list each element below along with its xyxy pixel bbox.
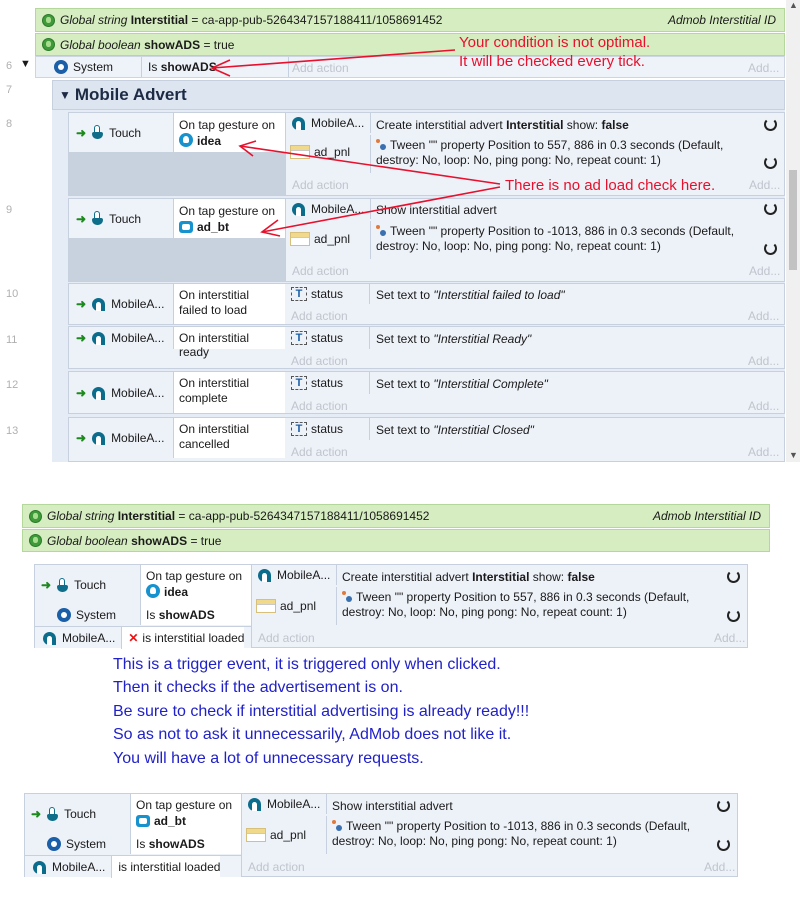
globe-icon [42,14,55,27]
action-tween[interactable] [370,221,770,259]
button-icon [136,815,150,827]
cond-text: On tap gesture on [146,569,243,583]
action-set-text[interactable] [369,418,785,440]
object-name: Touch [74,578,107,592]
add-action-link[interactable]: Add action [248,860,305,874]
action-set-text[interactable] [369,284,785,304]
explanation-line-5: You will have a lot of unnecessary requests. [113,750,424,767]
cond-target: idea [197,134,222,148]
event-9-cond-shade [69,238,285,281]
var-kind: Global boolean [60,37,141,52]
gear-icon [47,837,61,851]
condition-admob[interactable] [69,372,174,413]
admob-icon [258,568,272,582]
condition-system[interactable] [25,834,131,854]
add-action-link[interactable]: Add action [291,354,348,368]
var-value: = ca-app-pub-5264347157188411/1058691452 [191,13,443,27]
panel-icon [290,232,310,246]
act-value: "Interstitial Closed" [433,423,534,437]
condition-system[interactable] [54,60,113,74]
admob-icon [33,860,47,874]
admob-icon [43,631,57,645]
admob-icon [92,331,106,345]
add-action-link[interactable]: Add action [292,178,349,192]
object-name: ad_pnl [314,232,351,246]
action-object[interactable] [290,145,350,159]
trigger-arrow-icon: ➜ [41,578,52,592]
var-name: Interstitial [130,13,189,27]
action-object[interactable] [248,797,320,811]
object-name: MobileA... [52,859,106,874]
touch-icon [57,578,69,593]
event-number: 12 [6,379,19,391]
example2-event [24,793,738,877]
lightbulb-icon [179,133,193,147]
condition-text[interactable]: On interstitial complete [174,372,285,413]
condition-system[interactable] [35,605,141,625]
object-name: ad_pnl [280,599,317,613]
act-text: Show interstitial advert [332,799,453,813]
admob-icon [92,386,106,400]
reload-icon [764,156,777,169]
action-object[interactable] [291,376,343,390]
trigger-arrow-icon: ➜ [76,331,87,345]
trigger-arrow-icon: ➜ [76,125,87,140]
object-name: Touch [109,125,142,140]
act-text: Show interstitial advert [376,203,497,217]
act-value: "Interstitial Complete" [433,377,548,391]
object-name: MobileA... [267,797,321,811]
condition-admob[interactable] [69,418,174,458]
condition-admob[interactable] [69,327,174,349]
example1-event [34,564,748,648]
action-object[interactable] [290,232,350,246]
touch-icon [92,125,104,140]
add-link[interactable]: Add... [748,61,780,75]
var-name: Interstitial [117,509,176,523]
add-link[interactable]: Add... [748,445,780,459]
button-icon [179,221,193,233]
event-8-cond-shade [69,152,285,195]
cond-text: On tap gesture on [136,798,233,812]
var-comment: Admob Interstitial ID [667,13,776,27]
annotation-no-load-check: There is no ad load check here. [505,177,716,194]
trigger-arrow-icon: ➜ [76,211,87,226]
var-kind: Global string [47,509,115,523]
act-value: "Interstitial Ready" [433,332,532,346]
object-name: Touch [64,807,97,821]
collapse-toggle[interactable]: ▼ [20,58,31,70]
reload-icon [764,202,777,215]
add-link[interactable]: Add... [748,399,780,413]
admob-icon [248,797,262,811]
condition-text[interactable]: On interstitial failed to load [174,284,285,324]
tween-icon [342,591,353,602]
global-var-showads[interactable] [35,33,785,56]
var-name: showADS [131,533,188,548]
object-name: status [311,331,344,345]
status-events [68,283,785,462]
scrollbar[interactable] [786,0,800,462]
cond-var: showADS [148,837,205,851]
action-set-text[interactable] [369,372,785,394]
var-comment: Admob Interstitial ID [652,509,761,523]
panel-icon [256,599,276,613]
annotation-not-optimal: Your condition is not optimal. [459,34,651,51]
collapse-toggle[interactable]: ▼ [59,88,71,102]
cond-target: ad_bt [197,220,230,234]
text-object-icon: T [291,331,307,345]
event-number: 6 [6,60,13,72]
condition-is-showads[interactable] [131,834,241,854]
act-text: Tween "" property Position to -1013, 886 in 0.3 seconds (Default, destroy: No, loop: No, ping pong: No, repeat count: 1) [332,819,691,848]
event-number: 8 [6,118,13,130]
cond-text: On tap gesture on [179,118,276,132]
object-name: MobileA... [111,385,165,400]
action-tween[interactable] [370,135,770,173]
annotation-checked-every-tick: It will be checked every tick. [459,53,645,70]
add-link[interactable]: Add... [714,631,746,645]
condition-tap-gesture[interactable] [174,113,285,152]
cond-text: is interstitial loaded [142,630,245,645]
add-link[interactable]: Add... [704,860,736,874]
object-name: System [76,608,117,622]
action-object[interactable] [292,116,364,130]
action-tween[interactable] [336,587,736,625]
scroll-up-icon[interactable]: ▲ [789,0,798,10]
reload-icon [717,838,730,851]
var-value: = true [190,533,222,548]
event-number: 10 [6,288,19,300]
object-name: status [311,422,344,436]
reload-icon [727,570,740,583]
reload-icon [764,242,777,255]
add-action-link[interactable]: Add action [291,309,348,323]
admob-icon [92,297,106,311]
object-name: MobileA... [111,297,165,311]
object-name: MobileA... [111,331,165,345]
reload-icon [727,609,740,622]
act-prefix: Set text to [376,377,431,391]
act-prefix: Create interstitial advert [376,118,503,132]
object-name: Touch [109,211,142,226]
cond-var: showADS [158,608,215,622]
touch-icon [47,807,59,822]
cond-text: On tap gesture on [179,204,276,218]
actions-column [241,794,738,877]
condition-text[interactable] [141,57,289,77]
panel-icon [290,145,310,159]
globe-icon [42,38,55,51]
add-link[interactable]: Add... [749,178,781,192]
object-name: MobileA... [111,431,165,445]
lightbulb-icon [146,584,160,598]
global-var-showads[interactable] [22,529,770,552]
act-mid: show: [532,570,565,584]
action-show-interstitial[interactable] [326,794,738,814]
explanation-line-4: So as not to ask it unnecessarily, AdMob does not like it. [113,726,512,743]
action-object[interactable] [291,287,343,301]
actions-column [285,199,785,281]
condition-tap-gesture[interactable] [131,794,241,834]
tween-icon [332,820,343,831]
event-number: 11 [6,334,18,346]
event-number: 7 [6,84,13,96]
object-name: status [311,376,344,390]
var-value: = ca-app-pub-5264347157188411/1058691452 [178,509,430,523]
object-name: ad_pnl [314,145,351,159]
condition-admob-loaded[interactable] [35,626,251,648]
action-tween[interactable] [326,816,726,854]
object-name: MobileA... [62,630,116,645]
explanation-line-1: This is a trigger event, it is triggered only when clicked. [113,656,501,673]
act-text: Tween "" property Position to -1013, 886 in 0.3 seconds (Default, destroy: No, loop: No, ping pong: No, repeat count: 1) [376,224,735,253]
global-var-interstitial[interactable] [22,504,770,528]
cond-var: showADS [160,60,217,74]
add-action-link[interactable]: Add action [292,61,349,75]
global-var-interstitial[interactable] [35,8,785,32]
condition-admob[interactable] [69,284,174,324]
text-object-icon: T [291,287,307,301]
var-kind: Global string [60,13,128,27]
var-kind: Global boolean [47,533,128,548]
globe-icon [29,534,42,547]
condition-touch[interactable] [25,794,131,834]
globe-icon [29,510,42,523]
cond-prefix: Is [148,60,158,74]
touch-icon [92,211,104,226]
trigger-arrow-icon: ➜ [31,807,42,821]
act-mid: show: [566,118,599,132]
act-prefix: Set text to [376,423,431,437]
var-value: = true [203,37,235,52]
actions-column [251,565,748,648]
add-action-link[interactable]: Add action [292,264,349,278]
admob-icon [292,202,306,216]
gear-icon [54,60,68,74]
action-show-interstitial[interactable] [370,199,785,219]
act-bold: Interstitial [506,118,564,132]
act-prefix: Set text to [376,288,431,302]
condition-touch[interactable] [69,199,174,238]
cond-prefix: Is [146,608,156,622]
object-name: status [311,287,344,301]
action-object[interactable] [291,331,343,345]
group-title: Mobile Advert [74,85,187,104]
event-number: 13 [6,425,19,437]
act-prefix: Set text to [376,332,431,346]
explanation-line-2: Then it checks if the advertisement is on. [113,679,403,696]
object-name: MobileA... [277,568,331,582]
trigger-arrow-icon: ➜ [76,385,87,400]
group-mobile-advert[interactable] [52,80,785,110]
action-object[interactable] [292,202,364,216]
cond-prefix: Is [136,837,146,851]
add-link[interactable]: Add... [748,309,780,323]
scroll-thumb[interactable] [789,170,797,270]
tween-icon [376,139,387,150]
add-link[interactable]: Add... [749,264,781,278]
action-object[interactable] [256,599,316,613]
event-row-6[interactable] [35,56,785,78]
condition-tap-gesture[interactable] [141,565,251,605]
add-action-link[interactable]: Add action [258,631,315,645]
cond-text: is interstitial loaded [118,859,221,874]
act-value: "Interstitial failed to load" [433,288,565,302]
condition-tap-gesture[interactable] [174,199,285,238]
act-val: false [567,570,595,584]
tween-icon [376,225,387,236]
condition-text[interactable]: On interstitial ready [174,327,285,349]
cond-target: idea [164,585,189,599]
condition-touch[interactable] [69,113,174,152]
admob-icon [292,116,306,130]
condition-admob-loaded[interactable] [25,855,241,877]
panel-icon [246,828,266,842]
scroll-down-icon[interactable]: ▼ [789,450,798,460]
object-name: System [66,837,107,851]
reload-icon [717,799,730,812]
action-object[interactable] [291,422,343,436]
object-name: ad_pnl [270,828,307,842]
reload-icon [764,118,777,131]
admob-icon [92,431,106,445]
condition-touch[interactable] [35,565,141,605]
act-val: false [601,118,629,132]
action-object[interactable] [246,828,306,842]
cond-target: ad_bt [154,814,187,828]
condition-is-showads[interactable] [141,605,251,625]
act-bold: Interstitial [472,570,530,584]
action-set-text[interactable] [369,327,785,349]
gear-icon [57,608,71,622]
action-object[interactable] [258,568,330,582]
add-action-link[interactable]: Add action [291,399,348,413]
condition-text[interactable]: On interstitial cancelled [174,418,285,458]
act-prefix: Create interstitial advert [342,570,469,584]
action-create-interstitial[interactable] [336,565,748,585]
text-object-icon: T [291,422,307,436]
object-name: System [73,60,114,74]
act-text: Tween "" property Position to 557, 886 in 0.3 seconds (Default, destroy: No, loop: No, ping pong: No, repeat count: 1) [342,590,690,619]
action-create-interstitial[interactable] [370,113,785,133]
var-name: showADS [144,37,201,52]
event-number: 9 [6,204,13,216]
add-action-link[interactable]: Add action [291,445,348,459]
trigger-arrow-icon: ➜ [76,297,87,311]
object-name: MobileA... [311,116,365,130]
text-object-icon: T [291,376,307,390]
add-link[interactable]: Add... [748,354,780,368]
explanation-line-3: Be sure to check if interstitial advertising is already ready!!! [113,703,530,720]
object-name: MobileA... [311,202,365,216]
act-text: Tween "" property Position to 557, 886 in 0.3 seconds (Default, destroy: No, loop: No, ping pong: No, repeat count: 1) [376,138,724,167]
trigger-arrow-icon: ➜ [76,431,87,445]
invert-x-icon: ✕ [128,630,139,645]
